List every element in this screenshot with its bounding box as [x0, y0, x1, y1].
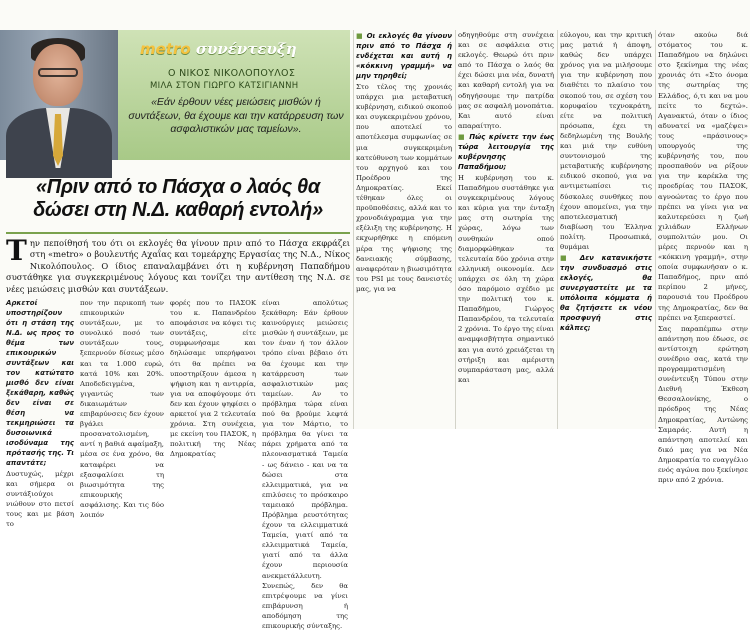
- kicker-brand: metro: [140, 40, 191, 58]
- column-3-text: φορές που το ΠΑΣΟΚ του κ. Παπανδρέου αποφάσισε να κόψει τις συντάξεις, είτε συμφωνήσαμε και δηλώσαμε υπερήφανοι ότι θα πρέπει να υποστηρίξουν άμεσα η ψήφιση και η αντιρρία, για να αποφύγουμε ότι δεν και έχουν ψηφίσει ο αρκετοί για 2 τελευταία χρόνια. Στη συνέχεια, με εκείνη του ΠΑΣΟΚ, η πολιτική της Νέας Δημοκρατίας: [170, 299, 256, 459]
- interviewee-photo: [0, 30, 118, 160]
- article-column-8: [658, 30, 748, 485]
- answer-2-end: οδηγηθούμε στη συνέχεια και σε ασφάλεια στις εκλογές. Θεωρώ ότι πριν από το Πάσχα ο λαός θα έχει δώσει μια νέα, δυνατή και καθαρή εντολή για να οδηγήσουμε την πατρίδα μας σε ασφαλή μονοπάτια. Και αυτό είναι απαραίτητο.: [458, 31, 554, 130]
- interviewer-byline: ΜΙΛΑ ΣΤΟΝ ΓΙΩΡΓΟ ΚΑΤΣΙΓΙΑΝΝΗ: [150, 81, 299, 91]
- article-lede: [6, 234, 350, 295]
- column-divider: [557, 30, 558, 429]
- question-3: ■ Πώς κρίνετε την έως τώρα λειτουργία της κυβέρνησης Παπαδήμου;: [458, 132, 554, 172]
- article-column-1: [6, 298, 74, 529]
- pull-quote: «Εάν έρθουν νέες μειώσεις μισθών ή συντάξεων, θα έχουμε και την κατάρρευση των ασφαλιστικών μας ταμείων».: [128, 96, 344, 135]
- column-divider: [455, 30, 456, 429]
- drop-cap: Τ: [6, 234, 27, 267]
- article-column-4: [262, 298, 348, 630]
- article-column-5: [356, 30, 452, 429]
- answer-1-start: Δυστυχώς, μέχρι και σήμερα οι συντάξιούχοι νιώθουν στο πετσί τους και με βάση το: [6, 470, 74, 529]
- column-4-text: είναι απολύτως ξεκάθαρη: Εάν έρθουν καινούργιες μειώσεις μισθών ή συντάξεων, με τον έναν ή τον άλλον τρόπο είναι βέβαιο ότι θα έχουμε και την κατάρρευση των ασφαλιστικών μας ταμείων. Αν το πρόβλημα τώρα είναι πού θα βρούμε λεφτά για τον Μάρτιο, το πρόβλημα θα γίνει τα πάρει χρήματα από τα πλεονασματικά Ταμεία - ως δάνειο - και να τα δώσει στα ελλειμματικά, για να επιλύσεις το πρόσκαιρο ταμειακό πρόβλημα. Πρόβλημα ρευστότητας έχουν τα ελλειμματικά Ταμεία, γιατί από τα ελλειμματικά Ταμεία, γιατί από τα άλλα έχουν περιουσία ανεκμετάλλευτη. Συνεπώς, δεν θα επιτρέψουμε να γίνει επιβάρυνση ή αποδόμηση της επικουρικής σύνταξης.: [262, 299, 348, 630]
- section-kicker: [140, 40, 297, 58]
- kicker-label: συνέντευξη: [190, 40, 297, 58]
- article-headline: «Πριν από το Πάσχα ο λαός θα δώσει στη Ν.Δ. καθαρή εντολή»: [33, 176, 323, 221]
- article-column-3: [170, 298, 256, 459]
- question-4: ■ Δεν κατανικήστε την συνδυασμό στις εκλογές, θα συνεργαστείτε με τα υπόλοιπα κόμματα ή θα ζητήσετε εκ νέου προσφυγή στις κάλπες;: [560, 253, 652, 333]
- column-divider: [655, 30, 656, 429]
- answer-3-end: όταν ακούω διά στόματος του κ. Παπαδήμου να δηλώνει στο ξεκίνημα της νέας χρονιάς ότι «Στο όνομα της σωτηρίας της Ελλάδος, ό,τι και να μου πείτε το δεχτώ». Αγανακτώ, όταν ο ίδιος αδυνατεί να «μαζέψει» τους «πράσινους» υπουργούς της κυβέρνησής του, που προσπαθούν να ρίξουν για την καρέκλα της προεδρίας του ΠΑΣΟΚ, αγνοώντας το έργο που πρέπει να γίνει για να καλυτερεύσει η ζωή χιλιάδων Ελλήνων συμπολιτών μου. Οι μέρες περνούν και η «κόκκινη γραμμή», στην οποία συμφωνήσαν ο κ. Παπαδήμος, πριν από περίπου 2 μήνες, παρουσιά του Προέδρου της Δημοκρατίας, δεν θα πρέπει να ξεπεραστεί.: [658, 31, 748, 322]
- column-divider: [353, 30, 354, 429]
- article-column-6: [458, 30, 554, 429]
- headline-rule: [6, 232, 350, 234]
- answer-2: Στο τέλος της χρονιάς υπάρχει μια μεταβατική κυβέρνηση, ειδικού σκοπού και συγκεκριμένου χρόνου, που αποτελεί το αποτέλεσμα συμφωνίας σε μια συγκεκριμένη κατεύθυνση των κομμάτων του αρχηγού και του Προέδρου της Δημοκρατίας. Εκεί τέθηκαν όλες οι προϋποθέσεις, αλλά και το χρονοδιάγραμμα για την εξέλιξη της κυβέρνησης. Η εκχωρήθηκε η επόμενη μέρα της ψήφισης της δανειακής σύμβασης, αναφερόταν η βιωσιμότητα του PSI με τους δανειστές μας, για να: [356, 83, 452, 293]
- answer-3-cont: εύλογου, και την κριτική μας ματιά ή άποψη, καθώς δεν υπάρχει χρόνος για να μιλήσουμε για την κυβέρνηση που διαθέτει το πλαίσιο του σκοπού του, σε σχέση του κορυφαίου τεχνοκράτη, είτε να πολιτική πρόσωπα, έχει τη δεδηλωμένη της Βουλής και μιά την ευθύνη συντονισμού της μεταβατικής κυβέρνησης ειδικού σκοπού, για να αντιμετωπίσει τις δύσκολες συνθήκες που έχουν απομείνει, για την αποτελεσματική διαβίωση του Έλληνα πολίτη. Προσωπικά, θυμάμαι: [560, 31, 652, 251]
- answer-4: Σας παραπέμπω στην απάντηση που έδωσε, σε αντίστοιχη ερώτηση συνέδριο σας, κατά την προγραμματισμένη συνέντευξη Τύπου στην Διεθνή Έκθεση Θεσσαλονίκης, ο πρόεδρος της Νέας Δημοκρατίας, Αντώνης Σαμαράς. Αυτή η απάντηση αποτελεί και δικό μας για να Νέα Δημοκρατία το ευαγγέλιο ενός αγώνα που ξεκίνησε πριν από 2 χρόνια.: [658, 324, 748, 485]
- article-column-2: [80, 298, 164, 519]
- lede-text: ην πεποίθησή του ότι οι εκλογές θα γίνουν πριν από το Πάσχα εκφράζει στη «metro» ο βουλευτής Αχαΐας και τομεάρχης Εργασίας της Ν.Δ., Νίκος Νικολόπουλος. Ο ίδιος επαναλαμβάνει ότι η κυβέρνηση Παπαδήμου συστάθηκε για συγκεκριμένους λόγους και τονίζει την αντίθεση της Ν.Δ. σε νέες μειώσεις μισθών και συντάξεων.: [6, 238, 350, 294]
- interviewee-name: Ο ΝΙΚΟΣ ΝΙΚΟΛΟΠΟΥΛΟΣ: [168, 68, 296, 79]
- question-2: ■ Οι εκλογές θα γίνουν πριν από το Πάσχα ή ενδέχεται και αυτή η «κόκκινη γραμμή» να μην τηρηθεί;: [356, 31, 452, 81]
- column-2-text: πον την περικοπή των επικουρικών συντάξεων, με το συνολικό ποσό των συντάξεων τους, ξεπερνούν δίσεως μέσο και τα 1.000 ευρώ, κατά 10% και 20%. Αποδεδειγμένα, γιγαντώς των δικαιωμάτων επιβαρύνσεις δεν έχουν βγάλει προσανατολισμένη, αντί η βαθιά αφαίμαξη, μέσα σε ένα χρόνο, θα καταφέρει να εξασφαλίσει τη βιωσιμότητα της επικουρικής ασφάλισης. Και τις δύο λοιπόν: [80, 299, 164, 519]
- question-1: Αρκετοί υποστηρίζουν ότι η στάση της Ν.Δ. ως προς το θέμα των επικουρικών συντάξεων και τον κατώτατο μισθό δεν είναι ξεκάθαρη, καθώς δεν είναι σε θέση να τεκμηριώσει τα δυσοιωνικά ισοδύναμα της πρότασής της. Τι απαντάτε;: [6, 299, 74, 467]
- article-column-7: [560, 30, 652, 429]
- answer-3: Η κυβέρνηση του κ. Παπαδήμου συστάθηκε για συγκεκριμένους λόγους και κύρια για την ένταξη μας στη σωτηρία της χώρας, λόγω των συνθηκών οπού διαμορφώθηκαν τα τελευταία δύο χρόνια στην ελληνική οικονομία. Δεν υπάρχει σε όλη τη χώρα όσο παρόμοιο σχέδιο με την πολιτική του κ. Παπαδήμου, Γιώργος Παπανδρέου, τα τελευταία 2 χρόνια. Το έργο της είναι αναμφισβήτητα σημαντικό και για αυτό χρειάζεται τη στήριξη και αμέριστη συμπαράσταση μας, αλλά και: [458, 173, 554, 384]
